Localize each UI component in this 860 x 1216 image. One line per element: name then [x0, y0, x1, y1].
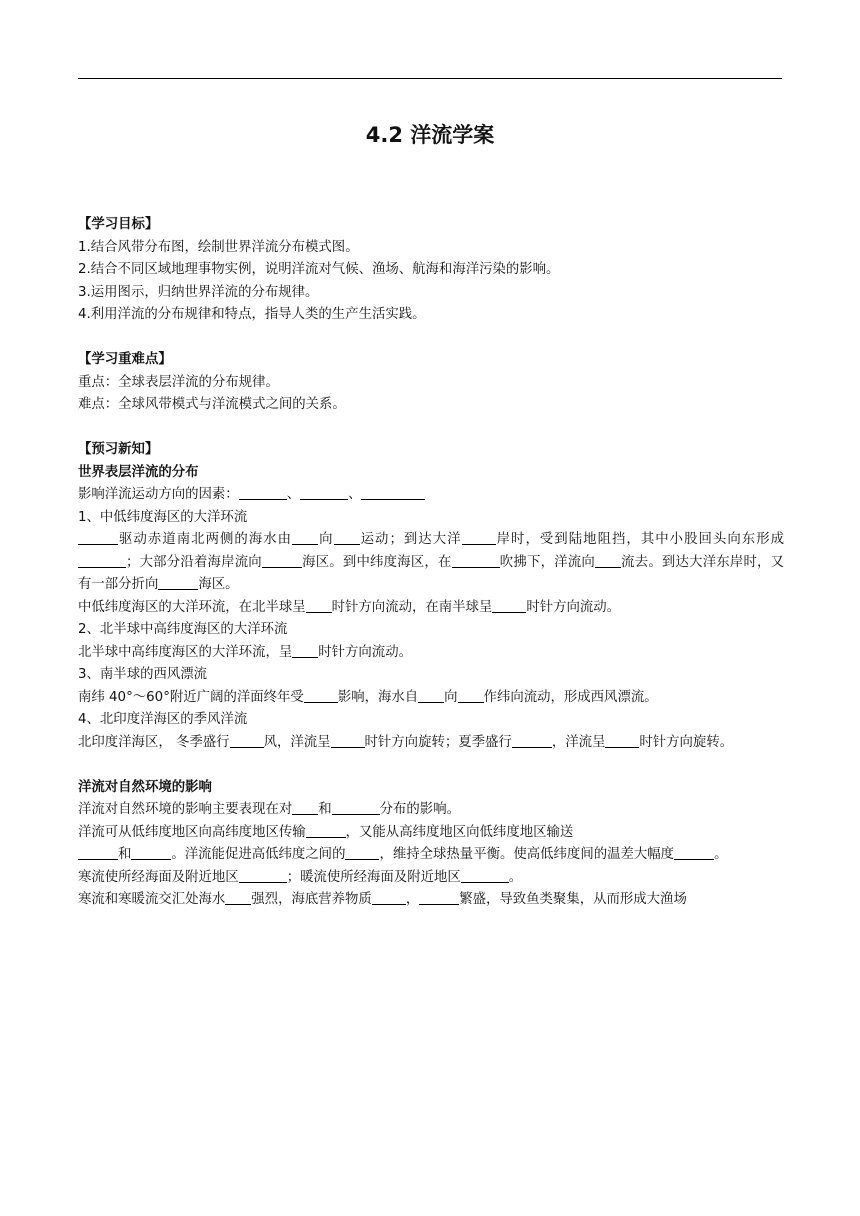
text-run: 北半球中高纬度海区的大洋环流，呈 — [78, 644, 293, 660]
fill-blank[interactable] — [304, 688, 338, 703]
text-run: 和 — [318, 802, 332, 817]
separator: 、 — [286, 487, 301, 502]
fill-blank[interactable] — [292, 643, 318, 658]
fill-blank[interactable] — [512, 733, 552, 748]
text-run: 岸时，受到陆地阻挡，其中小股回头向东形成 — [495, 532, 785, 547]
text-run: 寒流和寒暖流交汇处海水 — [78, 892, 226, 907]
text-run: 。 — [508, 869, 523, 885]
text-run: 风，洋流呈 — [263, 734, 331, 750]
fill-blank[interactable] — [78, 845, 118, 860]
header-rule — [78, 78, 782, 79]
section-4-paragraph — [78, 732, 784, 755]
fill-blank[interactable] — [492, 598, 526, 613]
text-run: 强烈，海底营养物质 — [251, 892, 372, 907]
factors-prefix: 影响洋流运动方向的因素： — [78, 487, 239, 502]
section-3-title: 3、南半球的西风漂流 — [78, 667, 208, 682]
fill-blank[interactable] — [361, 485, 425, 500]
text-run: ；大部分沿着海岸流向 — [126, 554, 262, 570]
page-title: 4.2 洋流学案 — [365, 123, 495, 147]
spacer — [78, 417, 784, 440]
section-3-paragraph — [78, 687, 784, 710]
preview-heading: 【预习新知】 — [78, 442, 159, 457]
separator: 、 — [348, 487, 362, 502]
text-run: ， — [405, 892, 420, 907]
text-run: 运动；到达大洋 — [359, 532, 462, 547]
impact-subheading: 洋流对自然环境的影响 — [78, 779, 212, 795]
text-run: 吹拂下，洋流向 — [499, 554, 595, 570]
text-run: ；暖流使所经海面及附近地区 — [286, 869, 461, 885]
fill-blank[interactable] — [331, 733, 365, 748]
text-run: 向 — [318, 532, 334, 547]
fill-blank[interactable] — [292, 800, 318, 815]
fill-blank[interactable] — [419, 890, 459, 905]
text-run: 海区。 — [198, 577, 239, 592]
text-run: 海区。到中纬度海区，在 — [301, 554, 452, 570]
fill-blank[interactable] — [461, 868, 509, 883]
fill-blank[interactable] — [239, 485, 287, 500]
text-run: 时针方向旋转。 — [639, 734, 734, 750]
text-run: ，洋流呈 — [551, 734, 606, 750]
objective-item: 4.利用洋流的分布规律和特点，指导人类的生产生活实践。 — [78, 307, 426, 322]
text-run: 分布的影响。 — [379, 802, 460, 817]
impact-paragraph-5 — [78, 889, 784, 912]
fill-blank[interactable] — [372, 890, 406, 905]
text-run: 作纬向流动，形成西风漂流。 — [483, 689, 658, 705]
text-run: 向 — [444, 689, 458, 705]
fill-blank[interactable] — [300, 485, 348, 500]
text-run: 和 — [118, 847, 132, 862]
impact-paragraph-2 — [78, 822, 784, 845]
text-run: 流去。到达大洋东岸时，又有一部分折向 — [78, 554, 785, 592]
text-run: 北印度洋海区， 冬季盛行 — [78, 734, 230, 750]
text-run: 驱动赤道南北两侧的海水由 — [118, 532, 293, 547]
fill-blank[interactable] — [595, 553, 621, 568]
fill-blank[interactable] — [452, 553, 500, 568]
text-run: 影响，海水自 — [337, 689, 419, 705]
text-run: 。 — [714, 847, 728, 862]
fill-blank[interactable] — [332, 800, 380, 815]
distribution-subheading: 世界表层洋流的分布 — [78, 464, 199, 480]
objectives-heading: 【学习目标】 — [78, 217, 159, 232]
fill-blank[interactable] — [230, 733, 264, 748]
fill-blank[interactable] — [262, 553, 302, 568]
text-run: 洋流可从低纬度地区向高纬度地区传输 — [78, 824, 306, 840]
text-run: 时针方向流动，在南半球呈 — [331, 599, 493, 615]
impact-paragraph-4 — [78, 867, 784, 890]
fill-blank[interactable] — [345, 845, 379, 860]
fill-blank[interactable] — [306, 823, 346, 838]
fill-blank[interactable] — [462, 530, 496, 545]
document-body — [78, 214, 784, 912]
factors-line — [78, 484, 784, 507]
fill-blank[interactable] — [292, 530, 318, 545]
impact-paragraph-3 — [78, 844, 784, 867]
objective-item: 1.结合风带分布图，绘制世界洋流分布模式图。 — [78, 239, 359, 255]
objective-item: 3.运用图示，归纳世界洋流的分布规律。 — [78, 284, 319, 300]
objective-item: 2.结合不同区域地理事物实例，说明洋流对气候、渔场、航海和海洋污染的影响。 — [78, 262, 560, 277]
section-1-paragraph — [78, 529, 784, 597]
text-run: 繁盛，导致鱼类聚集，从而形成大渔场 — [459, 892, 687, 907]
key-point-focus: 重点：全球表层洋流的分布规律。 — [78, 374, 279, 390]
text-run: ，又能从高纬度地区向低纬度地区输送 — [345, 824, 574, 840]
text-run: 。洋流能促进高低纬度之间的 — [171, 847, 346, 862]
text-run: 洋流对自然环境的影响主要表现在对 — [78, 802, 293, 817]
fill-blank[interactable] — [225, 890, 251, 905]
fill-blank[interactable] — [306, 598, 332, 613]
section-4-title: 4、北印度洋海区的季风洋流 — [78, 712, 248, 727]
fill-blank[interactable] — [334, 530, 360, 545]
fill-blank[interactable] — [78, 530, 118, 545]
spacer — [78, 327, 784, 350]
text-run: ，维持全球热量平衡。使高低纬度间的温差大幅度 — [379, 847, 675, 862]
text-run: 中低纬度海区的大洋环流，在北半球呈 — [78, 599, 306, 615]
text-run: 时针方向流动。 — [318, 644, 412, 660]
fill-blank[interactable] — [458, 688, 484, 703]
section-2-title: 2、北半球中高纬度海区的大洋环流 — [78, 622, 288, 637]
key-point-difficulty: 难点：全球风带模式与洋流模式之间的关系。 — [78, 397, 346, 412]
section-2-paragraph — [78, 642, 784, 665]
fill-blank[interactable] — [158, 575, 198, 590]
text-run: 时针方向旋转；夏季盛行 — [364, 734, 512, 750]
fill-blank[interactable] — [239, 868, 287, 883]
fill-blank[interactable] — [418, 688, 444, 703]
text-run: 南纬 40°～60°附近广阔的洋面终年受 — [78, 689, 304, 705]
fill-blank[interactable] — [605, 733, 639, 748]
fill-blank[interactable] — [78, 553, 126, 568]
fill-blank[interactable] — [674, 845, 714, 860]
text-run: 寒流使所经海面及附近地区 — [78, 869, 239, 885]
section-1-title: 1、中低纬度海区的大洋环流 — [78, 509, 248, 525]
text-run: 时针方向流动。 — [526, 599, 621, 615]
section-1-rotation — [78, 597, 784, 620]
fill-blank[interactable] — [131, 845, 171, 860]
key-points-heading: 【学习重难点】 — [78, 352, 172, 367]
spacer — [78, 754, 784, 777]
impact-paragraph-1 — [78, 799, 784, 822]
